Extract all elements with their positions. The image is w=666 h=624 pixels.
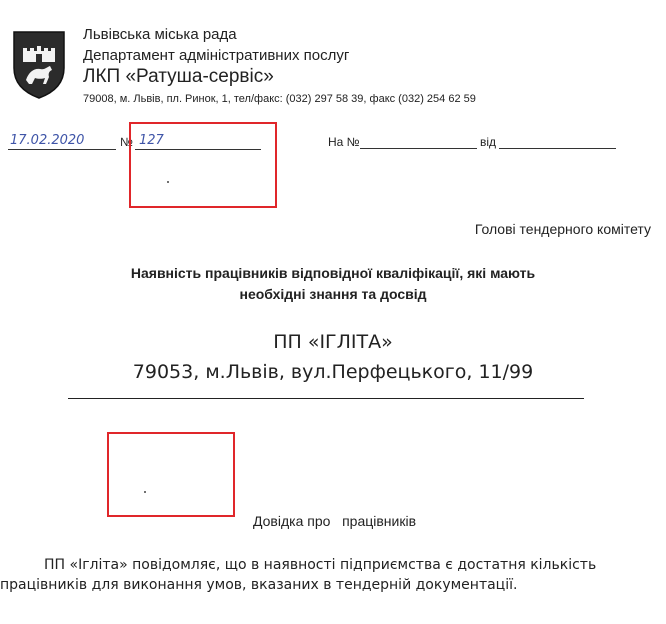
certificate-title: Довідка про працівників <box>253 513 417 529</box>
document-heading-line2: необхідні знання та досвід <box>239 286 427 302</box>
outgoing-date: 17.02.2020 <box>10 133 85 148</box>
body-line-1: ПП «Ігліта» повідомляє, що в наявності підприємства є достатня кількість <box>44 557 597 573</box>
council-name: Львівська міська рада <box>83 26 237 43</box>
incoming-date-label: від <box>480 135 497 149</box>
date-underline <box>8 149 116 150</box>
department-name: Департамент адміністративних послуг <box>83 47 350 64</box>
incoming-number-label: На № <box>328 135 360 149</box>
document-heading-line1: Наявність працівників відповідної кваліфікації, які мають <box>130 265 536 281</box>
enterprise-address: 79008, м. Львів, пл. Ринок, 1, тел/факс: (032) 297 58 39, факс (032) 254 62 59 <box>83 93 476 105</box>
redaction-mark <box>167 181 169 183</box>
company-name: ПП «ІГЛІТА» <box>273 331 393 353</box>
lviv-coat-of-arms-icon <box>10 28 68 100</box>
body-line-2: працівників для виконання умов, вказаних в тендерній документації. <box>0 577 518 593</box>
company-address: 79053, м.Львів, вул.Перфецького, 11/99 <box>132 361 534 383</box>
redaction-box-bottom <box>107 432 235 517</box>
redaction-mark <box>144 491 146 493</box>
company-separator <box>68 398 584 399</box>
incoming-number-underline <box>360 148 477 149</box>
outgoing-number-label: № <box>120 135 133 149</box>
enterprise-name: ЛКП «Ратуша-сервіс» <box>83 66 274 87</box>
incoming-date-underline <box>499 148 616 149</box>
recipient: Голові тендерного комітету <box>474 221 651 237</box>
outgoing-number: 127 <box>139 133 164 148</box>
redaction-box-top <box>129 122 277 208</box>
